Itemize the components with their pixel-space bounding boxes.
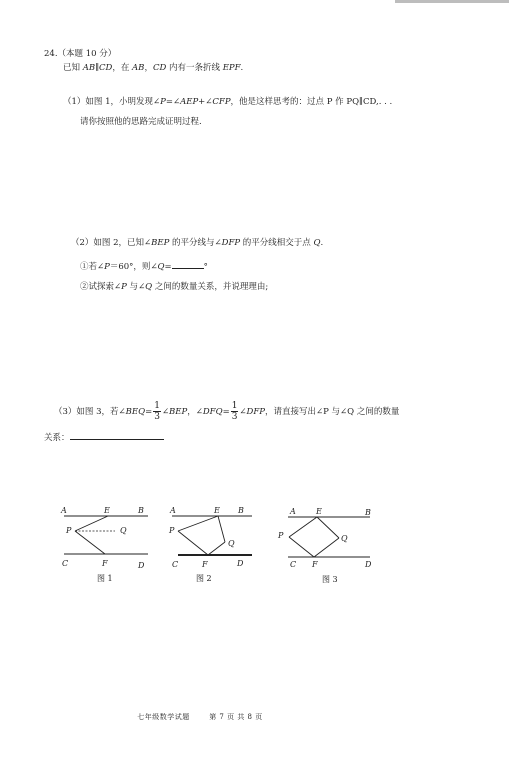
- figure-2-caption: 图 2: [196, 574, 212, 583]
- label-c: C: [62, 559, 69, 568]
- label-d: D: [138, 561, 145, 570]
- segment-pf: [178, 531, 208, 555]
- label-p: P: [169, 526, 175, 535]
- part2-sub2: ②试探索∠P 与∠Q 之间的数量关系，并说理理由;: [80, 282, 269, 292]
- segment-qf: [314, 538, 339, 557]
- label-b: B: [138, 506, 144, 515]
- label-d: D: [237, 559, 244, 568]
- label-d: D: [365, 560, 372, 569]
- label-b: B: [238, 506, 244, 515]
- footer-subject: 七年级数学试题: [137, 713, 190, 721]
- segment-eq: [218, 516, 225, 542]
- label-q: Q: [228, 539, 235, 548]
- label-f: F: [312, 560, 318, 569]
- problem-heading: 24.（本题 10 分）: [44, 49, 117, 59]
- label-e: E: [104, 506, 110, 515]
- segment-qf: [208, 542, 225, 555]
- segment-eq: [317, 517, 339, 538]
- segment-ep: [75, 516, 108, 531]
- page-footer: [0, 712, 400, 722]
- part2-sub1: ①若∠P＝60°，则∠Q= °: [80, 259, 208, 273]
- label-f: F: [202, 560, 208, 569]
- figure-3-caption: 图 3: [322, 575, 338, 584]
- problem-intro: 已知 AB∥CD，在 AB，CD 内有一条折线 EPF.: [63, 63, 244, 73]
- part2-question: （2）如图 2，已知∠BEP 的平分线与∠DFP 的平分线相交于点 Q.: [71, 238, 324, 248]
- fraction-one-third: $\frac{1}{3}$: [154, 401, 160, 422]
- segment-pf: [75, 531, 105, 554]
- footer-page-number: 第 7 页 共 8 页: [209, 713, 263, 721]
- part1-instruction: 请你按照他的思路完成证明过程.: [80, 117, 202, 127]
- answer-blank[interactable]: [172, 259, 204, 269]
- part3-question: （3）如图 3，若∠BEQ= $\frac{1}{3}$ ∠BEP，∠DFQ= $\frac{1}{3}$ ∠DFP，请直接写出∠P 与∠Q 之间的数量: [54, 401, 400, 422]
- label-f: F: [102, 559, 108, 568]
- label-a: A: [290, 507, 296, 516]
- fraction-one-third: $\frac{1}{3}$: [231, 401, 238, 422]
- label-p: P: [66, 526, 72, 535]
- label-q: Q: [341, 534, 348, 543]
- segment-pf: [289, 537, 314, 557]
- label-e: E: [316, 507, 322, 516]
- figure-2-diagram: [164, 500, 264, 575]
- answer-blank[interactable]: [70, 430, 164, 440]
- label-e: E: [214, 506, 220, 515]
- label-b: B: [365, 508, 371, 517]
- label-c: C: [172, 560, 179, 569]
- label-q: Q: [120, 526, 127, 535]
- figure-1-diagram: [56, 500, 156, 575]
- figure-3-diagram: [270, 500, 380, 575]
- figure-1-caption: 图 1: [97, 574, 113, 583]
- segment-ep: [289, 517, 317, 537]
- part1-question: （1）如图 1，小明发现∠P=∠AEP+∠CFP，他是这样思考的：过点 P 作 PQ∥CD,. . .: [63, 97, 393, 107]
- top-edge-shadow: [395, 0, 509, 3]
- label-a: A: [170, 506, 176, 515]
- label-c: C: [290, 560, 297, 569]
- label-p: P: [278, 531, 284, 540]
- label-a: A: [61, 506, 67, 515]
- segment-ep: [178, 516, 218, 531]
- part3-answer-line: 关系：: [44, 430, 164, 444]
